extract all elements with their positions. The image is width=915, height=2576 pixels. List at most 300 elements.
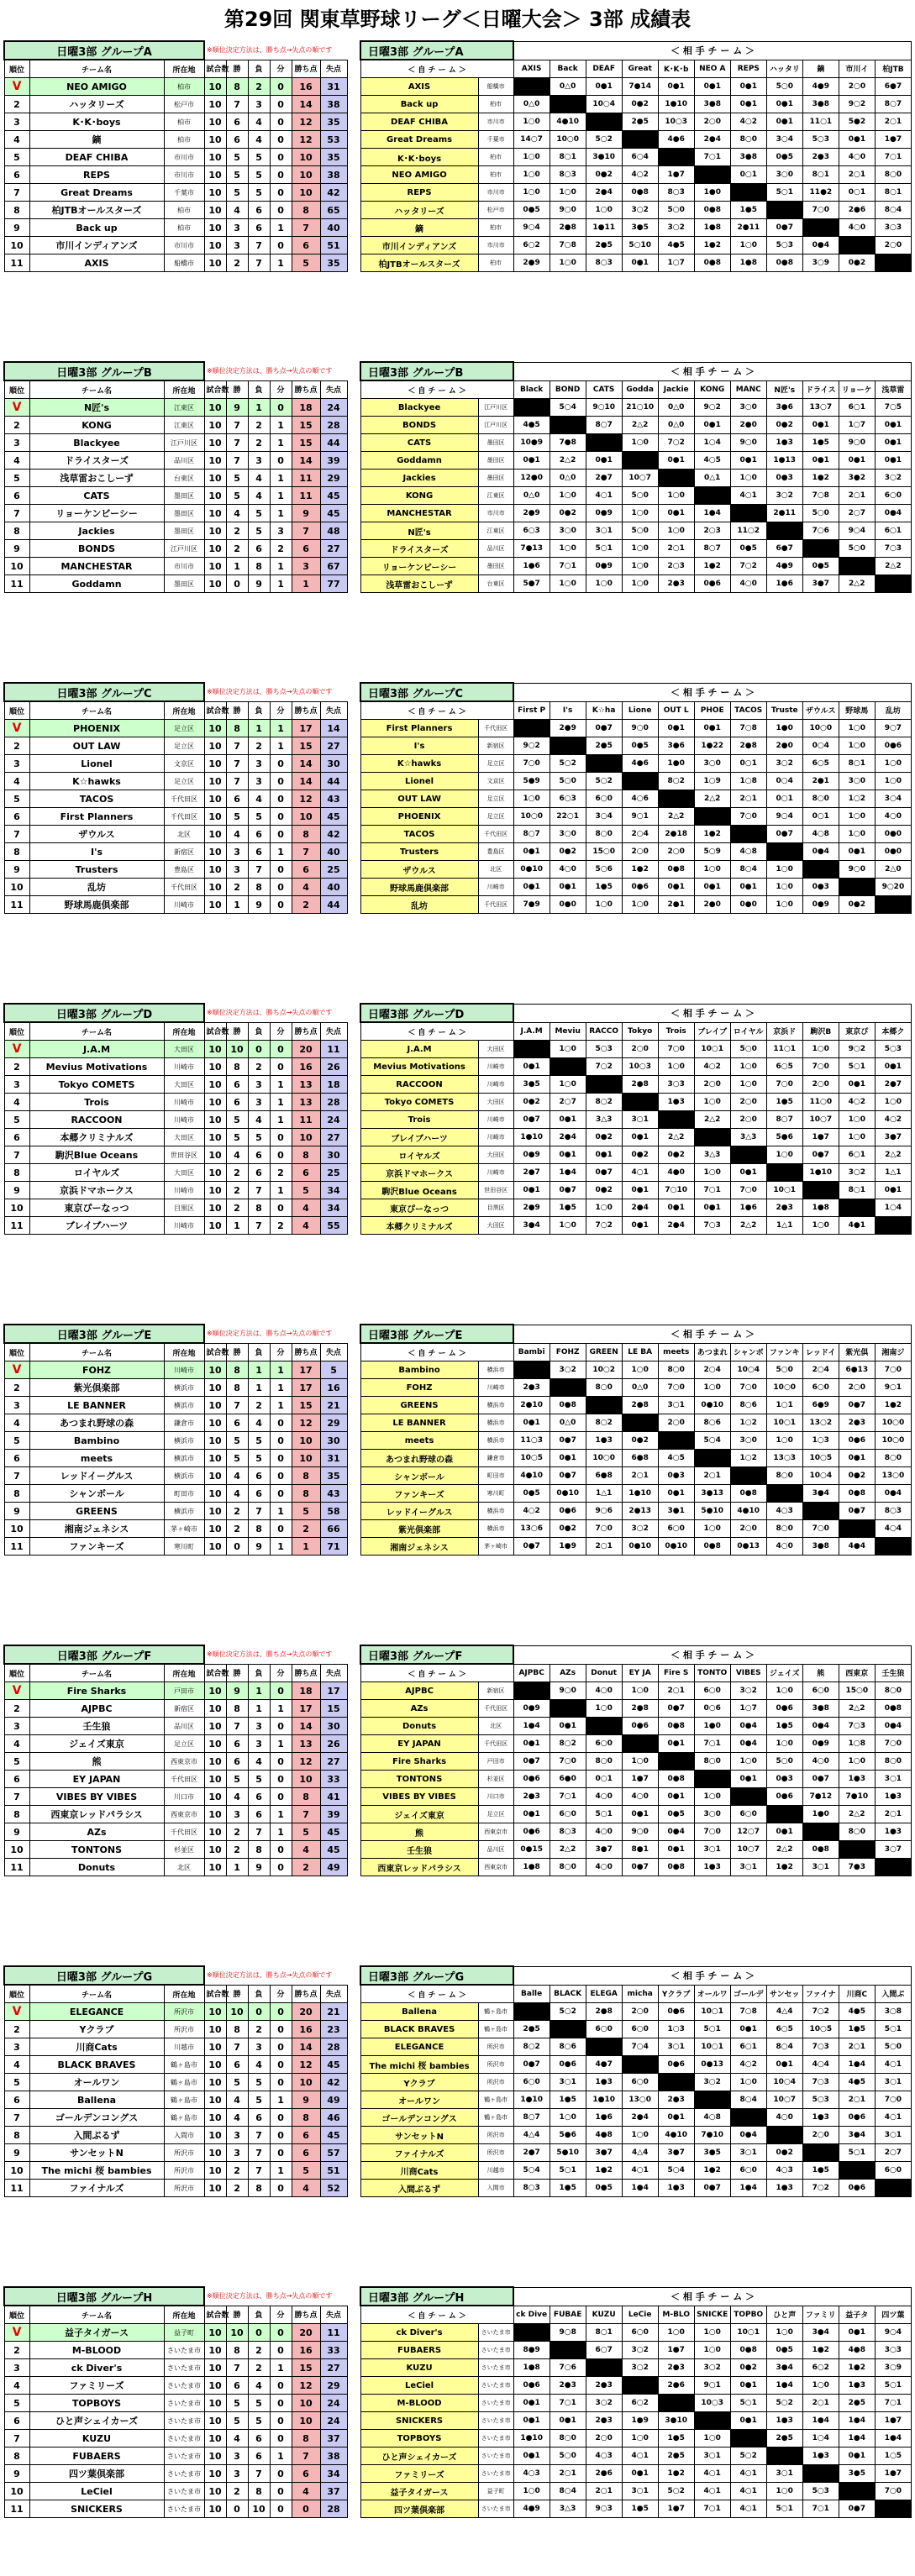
matrix-row (360, 1467, 912, 1485)
rank-cell: V (4, 399, 29, 417)
opponent-abbrev: K･K･b (658, 60, 694, 78)
self-team-header: ＜ 自 チ ー ム ＞ (360, 1664, 513, 1682)
games-header: 試合数 (204, 1022, 226, 1041)
group-title: 日曜3部 グループB (4, 362, 204, 380)
match-result-cell: 3○1 (694, 2447, 730, 2465)
match-result-cell: 1●3 (802, 2447, 839, 2465)
runs-against-cell: 27 (320, 1753, 347, 1771)
city-cell: 千代田区 (164, 808, 204, 826)
match-result-cell: 2●8 (622, 1076, 658, 1094)
city-cell: 寒川町 (164, 1538, 204, 1556)
ranking-note: ※順位決定方法は、勝ち点→失点の順です (207, 367, 333, 375)
match-result-cell: 1●22 (694, 737, 730, 755)
matrix-row (360, 202, 912, 219)
self-match-block (839, 879, 875, 896)
opponent-abbrev: FOHZ (550, 1343, 586, 1361)
matrix-team-name: 乱坊 (360, 896, 478, 914)
team-name-cell: ひと声シェイカーズ (29, 2412, 164, 2430)
self-match-block (766, 2447, 802, 2465)
matrix-team-city: 柏市 (478, 166, 513, 184)
ranking-note: ※順位決定方法は、勝ち点→失点の順です (207, 2292, 333, 2301)
runs-against-cell: 27 (320, 2359, 347, 2377)
self-match-block (839, 558, 875, 575)
match-result-cell: 0●10 (694, 1397, 730, 1414)
opponent-abbrev: PHOE (694, 701, 730, 720)
matrix-group-title: 日曜3部 グループF (360, 1645, 513, 1664)
table-row (4, 487, 347, 505)
match-result-cell: 5○0 (766, 1753, 802, 1771)
match-result-cell: 6○0 (875, 487, 911, 505)
city-cell: 千代田区 (164, 1823, 204, 1841)
loss-cell: 5 (248, 2412, 270, 2430)
match-result-cell: 3○1 (622, 1111, 658, 1129)
self-match-block (802, 219, 839, 237)
match-result-cell: 10○7 (766, 2091, 802, 2109)
draw-cell: 0 (270, 2342, 292, 2359)
match-result-cell: 2○0 (622, 2003, 658, 2021)
city-cell: 台東区 (164, 470, 204, 487)
match-result-cell: 4●5 (839, 2003, 875, 2021)
matrix-row (360, 2395, 912, 2412)
team-name-cell: KUZU (29, 2430, 164, 2447)
matrix-row (360, 2359, 912, 2377)
draw-cell: 0 (270, 1682, 292, 1700)
loss-header: 負 (248, 380, 270, 399)
matrix-team-city: 所沢市 (478, 2056, 513, 2074)
team-name-cell: The michi 桜 bambies (29, 2162, 164, 2180)
match-result-cell: 3●10 (586, 149, 622, 166)
match-result-cell: 0△0 (513, 487, 550, 505)
match-result-cell: 5○1 (875, 2377, 911, 2395)
match-result-cell: 3○2 (766, 755, 802, 773)
self-match-block (513, 2003, 550, 2021)
draw-cell: 1 (270, 1111, 292, 1129)
city-cell: 足立区 (164, 1735, 204, 1753)
games-cell: 10 (204, 1771, 226, 1788)
team-name-cell: Great Dreams (29, 184, 164, 202)
games-cell: 10 (204, 1164, 226, 1182)
draw-cell: 0 (270, 1432, 292, 1450)
games-cell: 10 (204, 1520, 226, 1538)
matrix-team-city: 川崎市 (478, 1129, 513, 1146)
match-result-cell: 2△2 (839, 575, 875, 593)
match-result-cell: 1●6 (586, 2109, 622, 2127)
matrix-team-name: Mevius Motivations (360, 1058, 478, 1076)
table-row (4, 1841, 347, 1859)
match-result-cell: 0○1 (730, 166, 766, 184)
games-cell: 10 (204, 149, 226, 166)
points-cell: 14 (292, 1718, 320, 1735)
points-cell: 10 (292, 808, 320, 826)
team-name-cell: Bambino (29, 1432, 164, 1450)
city-cell: 北区 (164, 826, 204, 843)
win-cell: 6 (226, 1076, 248, 1094)
match-result-cell: 5○1 (766, 2500, 802, 2518)
matrix-team-name: 入間ぶるず (360, 2180, 478, 2197)
match-result-cell: 5○0 (550, 2447, 586, 2465)
table-row (4, 790, 347, 808)
match-result-cell: 7○0 (658, 1041, 694, 1058)
points-cell: 12 (292, 1753, 320, 1771)
city-cell: 江戸川区 (164, 540, 204, 558)
games-header: 試合数 (204, 60, 226, 78)
games-cell: 10 (204, 417, 226, 434)
city-cell: 大田区 (164, 1129, 204, 1146)
win-cell: 4 (226, 2091, 248, 2109)
opponent-abbrev: NEO A (694, 60, 730, 78)
match-result-cell: 0●1 (550, 2412, 586, 2430)
match-result-cell: 10○5 (513, 1450, 550, 1467)
city-cell: 柏市 (164, 78, 204, 96)
match-result-cell: 10○1 (694, 1041, 730, 1058)
win-cell: 4 (226, 1788, 248, 1806)
city-header: 所在地 (164, 701, 204, 720)
match-result-cell: 1○0 (694, 2342, 730, 2359)
games-cell: 10 (204, 2074, 226, 2091)
rank-cell: 6 (4, 1129, 29, 1146)
table-row (4, 2091, 347, 2109)
match-result-cell: 1○0 (766, 1682, 802, 1700)
match-result-cell: 0●1 (730, 879, 766, 896)
standings-table (3, 1003, 348, 1235)
match-result-cell: 10○2 (586, 1361, 622, 1379)
match-result-cell: 0○1 (730, 755, 766, 773)
rank-cell: 3 (4, 2359, 29, 2377)
opponent-abbrev: Jackie (658, 380, 694, 399)
loss-cell: 5 (248, 184, 270, 202)
matrix-team-city: 目黒区 (478, 1199, 513, 1217)
match-result-cell: 3○9 (875, 2359, 911, 2377)
match-result-cell: 0●8 (694, 202, 730, 219)
match-result-cell: 9○1 (694, 2377, 730, 2395)
match-result-cell: 7○0 (766, 1076, 802, 1094)
draw-cell: 1 (270, 470, 292, 487)
matrix-team-name: Trois (360, 1111, 478, 1129)
match-result-cell: 5●7 (513, 575, 550, 593)
match-result-cell: 0●7 (839, 2500, 875, 2518)
team-name-cell: シャンボール (29, 1485, 164, 1503)
win-cell: 2 (226, 2162, 248, 2180)
match-result-cell: 2○0 (730, 1094, 766, 1111)
matrix-team-city: 松戸市 (478, 202, 513, 219)
match-result-cell: 1△1 (766, 1217, 802, 1235)
loss-cell: 5 (248, 1129, 270, 1146)
points-cell: 16 (292, 2342, 320, 2359)
match-result-cell: 12●0 (513, 470, 550, 487)
team-name-cell: NEO AMIGO (29, 78, 164, 96)
team-name-cell: 市川インディアンズ (29, 237, 164, 254)
win-cell: 1 (226, 1859, 248, 1876)
match-result-cell: 9○10 (586, 399, 622, 417)
match-result-cell: 0●1 (622, 1217, 658, 1235)
match-result-cell: 3●13 (694, 1485, 730, 1503)
team-name-cell: AJPBC (29, 1700, 164, 1718)
match-result-cell: 4●9 (513, 2500, 550, 2518)
match-result-cell: 6○0 (550, 1806, 586, 1823)
draw-cell: 3 (270, 522, 292, 540)
table-row (4, 1199, 347, 1217)
loss-cell: 4 (248, 2377, 270, 2395)
win-cell: 3 (226, 843, 248, 861)
match-result-cell: 6○0 (875, 2162, 911, 2180)
win-cell: 5 (226, 1111, 248, 1129)
points-cell: 5 (292, 254, 320, 272)
match-result-cell: 3○8 (875, 2003, 911, 2021)
match-result-cell: 0●1 (622, 1129, 658, 1146)
match-result-cell: 1○2 (839, 790, 875, 808)
opponent-abbrev: Meviu (550, 1022, 586, 1041)
loss-cell: 9 (248, 1859, 270, 1876)
match-result-cell: 0●1 (513, 1414, 550, 1432)
win-cell: 8 (226, 1379, 248, 1397)
self-match-block (730, 1146, 766, 1164)
match-result-cell: 4○2 (694, 1058, 730, 1076)
match-result-cell: 0●7 (802, 1146, 839, 1164)
self-team-header: ＜ 自 チ ー ム ＞ (360, 1343, 513, 1361)
points-cell: 4 (292, 2483, 320, 2500)
table-row (4, 78, 347, 96)
opponent-abbrev: LE BA (622, 1343, 658, 1361)
points-cell: 18 (292, 1682, 320, 1700)
match-result-cell: 1○0 (730, 470, 766, 487)
rank-cell: 9 (4, 540, 29, 558)
match-result-cell: 5○2 (550, 755, 586, 773)
match-result-cell: 2●18 (658, 826, 694, 843)
match-result-cell: 1○0 (766, 2483, 802, 2500)
city-cell: 品川区 (164, 452, 204, 470)
match-result-cell: 5○2 (586, 773, 622, 790)
matrix-team-city: 品川区 (478, 540, 513, 558)
points-cell: 4 (292, 879, 320, 896)
matrix-row (360, 2021, 912, 2038)
match-result-cell: 8○0 (766, 1520, 802, 1538)
matrix-team-city: 横浜市 (478, 1432, 513, 1450)
matrix-team-city: さいたま市 (478, 2377, 513, 2395)
match-result-cell: 1○0 (550, 575, 586, 593)
match-result-cell: 5○6 (586, 861, 622, 879)
matrix-team-name: Fire Sharks (360, 1753, 478, 1771)
rank-cell: 4 (4, 1414, 29, 1432)
games-header: 試合数 (204, 1343, 226, 1361)
match-result-cell: 1○0 (766, 1432, 802, 1450)
match-result-cell: 0●1 (839, 2324, 875, 2342)
matrix-team-name: サンセットN (360, 2127, 478, 2144)
match-result-cell: 0●1 (513, 879, 550, 896)
opponent-abbrev: リョーケ (839, 380, 875, 399)
team-name-cell: M-BLOOD (29, 2342, 164, 2359)
matrix-team-name: 川商Cats (360, 2162, 478, 2180)
table-row (4, 540, 347, 558)
games-cell: 10 (204, 575, 226, 593)
match-result-cell: 13○6 (513, 1520, 550, 1538)
win-cell: 2 (226, 1503, 248, 1520)
win-cell: 5 (226, 1771, 248, 1788)
team-name-cell: 東京ぴーなっつ (29, 1199, 164, 1217)
match-result-cell: 0●1 (586, 78, 622, 96)
games-cell: 10 (204, 1361, 226, 1379)
points-cell: 7 (292, 522, 320, 540)
city-cell: 杉並区 (164, 1841, 204, 1859)
points-cell: 17 (292, 1700, 320, 1718)
match-result-cell: 8○1 (586, 2324, 622, 2342)
loss-cell: 2 (248, 1397, 270, 1414)
loss-cell: 6 (248, 826, 270, 843)
match-result-cell: 2△2 (875, 558, 911, 575)
matrix-row (360, 1379, 912, 1397)
match-result-cell: 6●8 (586, 1467, 622, 1485)
points-cell: 6 (292, 2465, 320, 2483)
points-cell: 8 (292, 1485, 320, 1503)
match-result-cell: 0●1 (513, 2412, 550, 2430)
match-result-cell: 0●6 (622, 1718, 658, 1735)
rank-header: 順位 (4, 1664, 29, 1682)
match-result-cell: 1○0 (802, 1217, 839, 1235)
match-result-cell: 0●5 (766, 149, 802, 166)
runs-against-cell: 45 (320, 1841, 347, 1859)
match-result-cell: 0●2 (839, 1467, 875, 1485)
match-result-cell: 4○0 (586, 1682, 622, 1700)
points-cell: 6 (292, 237, 320, 254)
points-cell: 14 (292, 2038, 320, 2056)
ranking-note: ※順位決定方法は、勝ち点→失点の順です (207, 1330, 333, 1338)
match-result-cell: 3●2 (839, 470, 875, 487)
match-result-cell: 11○1 (766, 1041, 802, 1058)
match-result-cell: 3○1 (586, 522, 622, 540)
games-cell: 10 (204, 1414, 226, 1432)
match-result-cell: 0○1 (586, 1771, 622, 1788)
city-cell: 川崎市 (164, 1111, 204, 1129)
runs-against-header: 失点 (320, 1343, 347, 1361)
match-result-cell: 7○0 (730, 808, 766, 826)
runs-against-cell: 16 (320, 1379, 347, 1397)
team-name-cell: GREENS (29, 1503, 164, 1520)
games-cell: 10 (204, 2162, 226, 2180)
city-cell: 川口市 (164, 1788, 204, 1806)
match-result-cell: 9○2 (694, 399, 730, 417)
points-cell: 7 (292, 1806, 320, 1823)
draw-cell: 1 (270, 720, 292, 737)
match-result-cell: 9○2 (839, 1041, 875, 1058)
match-result-cell: 1●7 (875, 2465, 911, 2483)
matrix-team-name: PHOENIX (360, 808, 478, 826)
rank-cell: 7 (4, 1467, 29, 1485)
team-name-cell: Tokyo COMETS (29, 1076, 164, 1094)
match-result-cell: 4●8 (586, 2127, 622, 2144)
match-result-cell: 0●7 (586, 720, 622, 737)
matrix-team-name: Back up (360, 96, 478, 113)
rank-cell: 8 (4, 202, 29, 219)
match-result-cell: 1○0 (730, 1058, 766, 1076)
points-header: 勝ち点 (292, 60, 320, 78)
opponent-abbrev: 乱坊 (875, 701, 911, 720)
runs-against-cell: 28 (320, 2038, 347, 2056)
match-result-cell: 2○0 (658, 843, 694, 861)
opponent-team-header: ＜ 相 手 チ ー ム ＞ (513, 683, 911, 701)
match-result-cell: 0●6 (513, 1823, 550, 1841)
self-match-block (550, 2342, 586, 2359)
city-cell: 益子町 (164, 2324, 204, 2342)
match-result-cell: 1●3 (839, 2377, 875, 2395)
city-cell: 新宿区 (164, 1700, 204, 1718)
match-result-cell: 1●5 (550, 2091, 586, 2109)
matrix-team-name: Great Dreams (360, 131, 478, 149)
city-cell: 所沢市 (164, 2003, 204, 2021)
rank-cell: 5 (4, 1111, 29, 1129)
results-matrix (360, 1003, 912, 1235)
match-result-cell: 5●6 (766, 1129, 802, 1146)
matrix-team-city: 入間市 (478, 2180, 513, 2197)
match-result-cell: 3○3 (875, 2342, 911, 2359)
matrix-team-city: 千代田区 (478, 896, 513, 914)
match-result-cell: 9○3 (586, 2500, 622, 2518)
match-result-cell: 4○3 (513, 2465, 550, 2483)
points-header: 勝ち点 (292, 701, 320, 720)
team-name-cell: 京浜ドマホークス (29, 1182, 164, 1199)
runs-against-cell: 38 (320, 166, 347, 184)
rank-cell: 7 (4, 184, 29, 202)
match-result-cell: 2○1 (550, 2465, 586, 2483)
match-result-cell: 2○0 (622, 1041, 658, 1058)
match-result-cell: 0●1 (658, 1788, 694, 1806)
points-header: 勝ち点 (292, 380, 320, 399)
self-match-block (658, 2074, 694, 2091)
matrix-row (360, 1788, 912, 1806)
team-header: チーム名 (29, 1343, 164, 1361)
match-result-cell: 5○3 (802, 2483, 839, 2500)
win-cell: 7 (226, 417, 248, 434)
matrix-team-city: 世田谷区 (478, 1182, 513, 1199)
match-result-cell: 8○7 (513, 826, 550, 843)
team-name-cell: 柏JTBオールスターズ (29, 202, 164, 219)
win-cell: 8 (226, 720, 248, 737)
match-result-cell: 0●9 (513, 1146, 550, 1164)
runs-against-cell: 27 (320, 540, 347, 558)
games-cell: 10 (204, 399, 226, 417)
matrix-team-name: ブレイブハーツ (360, 1129, 478, 1146)
match-result-cell: 1●3 (694, 1859, 730, 1876)
match-result-cell: 8○0 (839, 1823, 875, 1841)
city-cell: 世田谷区 (164, 1146, 204, 1164)
matrix-row (360, 470, 912, 487)
table-row (4, 861, 347, 879)
rank-cell: 11 (4, 1859, 29, 1876)
matrix-team-name: ザウルス (360, 861, 478, 879)
city-cell: 川越市 (164, 2038, 204, 2056)
match-result-cell: 0●1 (766, 2056, 802, 2074)
match-result-cell: 4○1 (875, 2109, 911, 2127)
opponent-abbrev: ザウルス (802, 701, 839, 720)
loss-cell: 5 (248, 1432, 270, 1450)
match-result-cell: 1●2 (694, 826, 730, 843)
match-result-cell: 0△0 (658, 399, 694, 417)
points-cell: 8 (292, 2430, 320, 2447)
rank-cell: 10 (4, 1841, 29, 1859)
loss-cell: 1 (248, 1361, 270, 1379)
match-result-cell: 3○2 (694, 2074, 730, 2091)
win-cell: 2 (226, 1823, 248, 1841)
table-row (4, 1129, 347, 1146)
match-result-cell: 0●8 (658, 1718, 694, 1735)
table-row (4, 470, 347, 487)
opponent-abbrev: ハッタリ (766, 60, 802, 78)
city-cell: 千代田区 (164, 790, 204, 808)
runs-against-cell: 52 (320, 2180, 347, 2197)
self-match-block (622, 131, 658, 149)
match-result-cell: 0●5 (658, 1806, 694, 1823)
matrix-row (360, 843, 912, 861)
match-result-cell: 3○1 (766, 2465, 802, 2483)
rank-cell: 11 (4, 1538, 29, 1556)
